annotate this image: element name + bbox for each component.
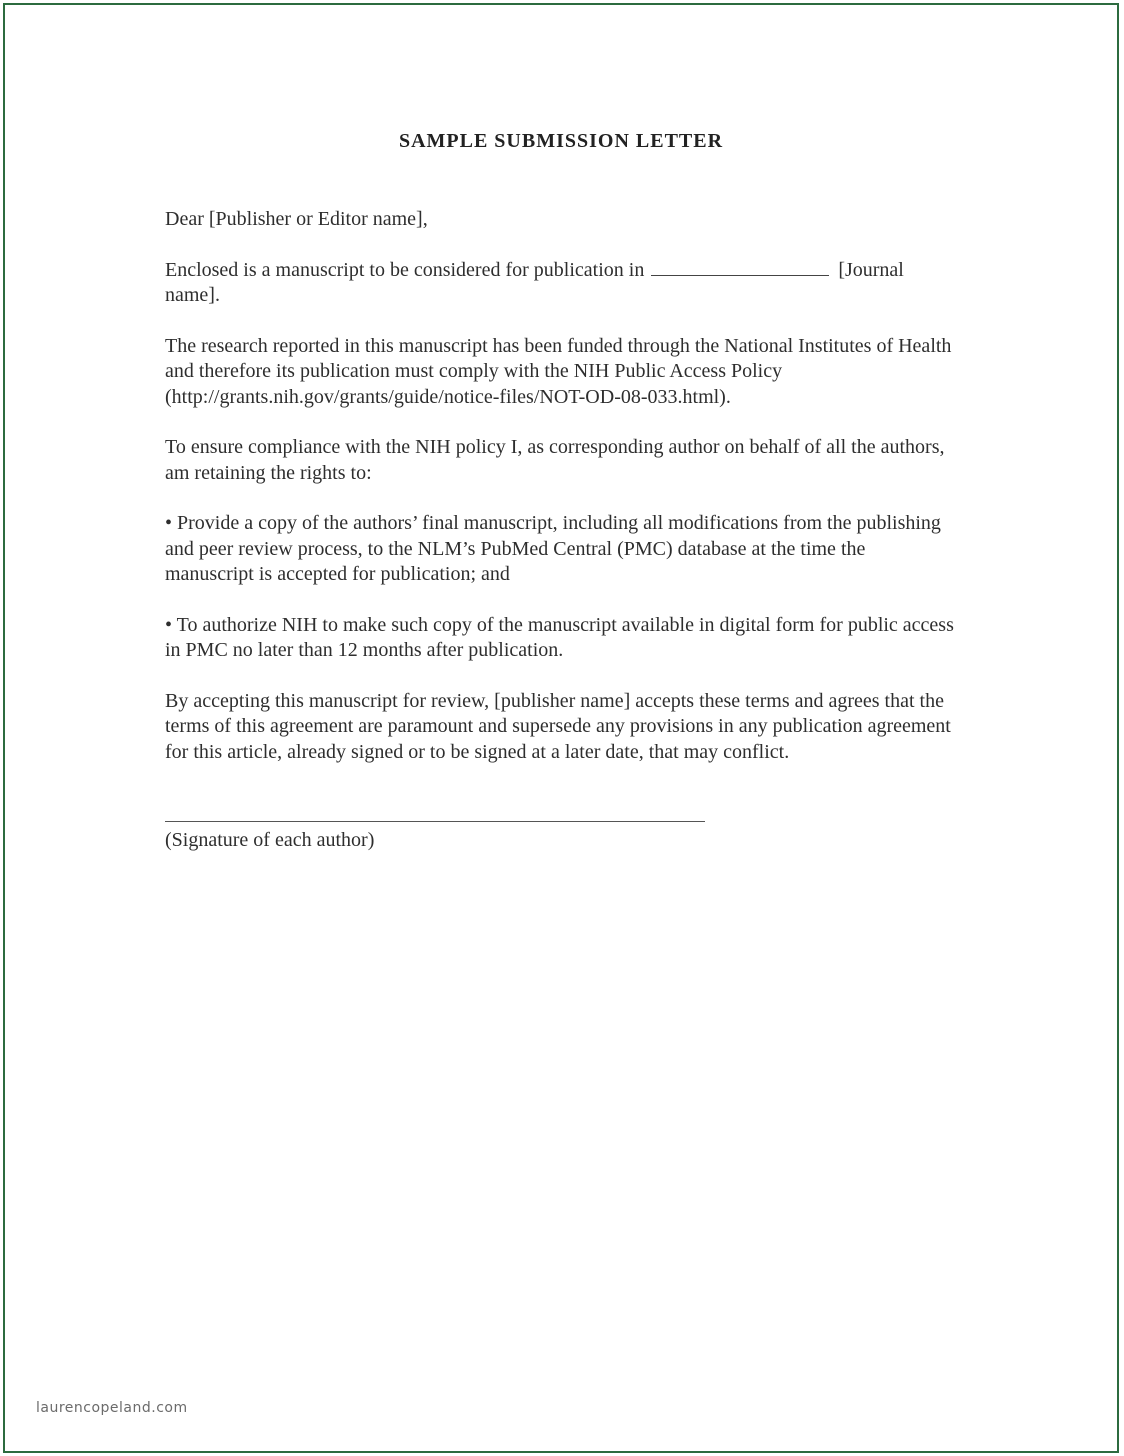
signature-block: [165, 821, 965, 853]
enclosed-text-end: [Journal name].: [165, 258, 904, 306]
letter: [165, 130, 965, 853]
research-paragraph: The research reported in this manuscript has been funded through the National Institutes of Health and therefore its publication must comply with the NIH Public Access Policy (http://grants.nih.gov/grants/guide/notice-files/NOT-OD-08-033.html).: [165, 334, 952, 408]
bullet-item-2: • To authorize NIH to make such copy of the manuscript available in digital form for public access in PMC no later than 12 months after publication.: [165, 613, 954, 661]
signature-label: (Signature of each author): [165, 829, 375, 851]
watermark: laurencopeland.com: [36, 1400, 188, 1416]
enclosed-paragraph: [165, 258, 957, 309]
enclosed-text: Enclosed is a manuscript to be considered for publication in: [165, 258, 645, 281]
acceptance-paragraph: By accepting this manuscript for review, [publisher name] accepts these terms and agrees that the terms of this agreement are paramount and supersede any provisions in any publication agreement for this article, already signed or to be signed at a later date, that may conflict.: [165, 689, 951, 763]
letter-title: SAMPLE SUBMISSION LETTER: [398, 130, 724, 152]
bullet-item-1: • Provide a copy of the authors’ final manuscript, including all modifications from the publishing and peer review process, to the NLM’s PubMed Central (PMC) database at the time the manuscript is accepted for publication; and: [165, 512, 941, 585]
journal-blank-line: [651, 259, 829, 276]
salutation: Dear [Publisher or Editor name],: [165, 208, 428, 230]
compliance-paragraph: To ensure compliance with the NIH policy I, as corresponding author on behalf of all the authors, am retaining the rights to:: [165, 436, 945, 484]
signature-line: [165, 821, 705, 822]
